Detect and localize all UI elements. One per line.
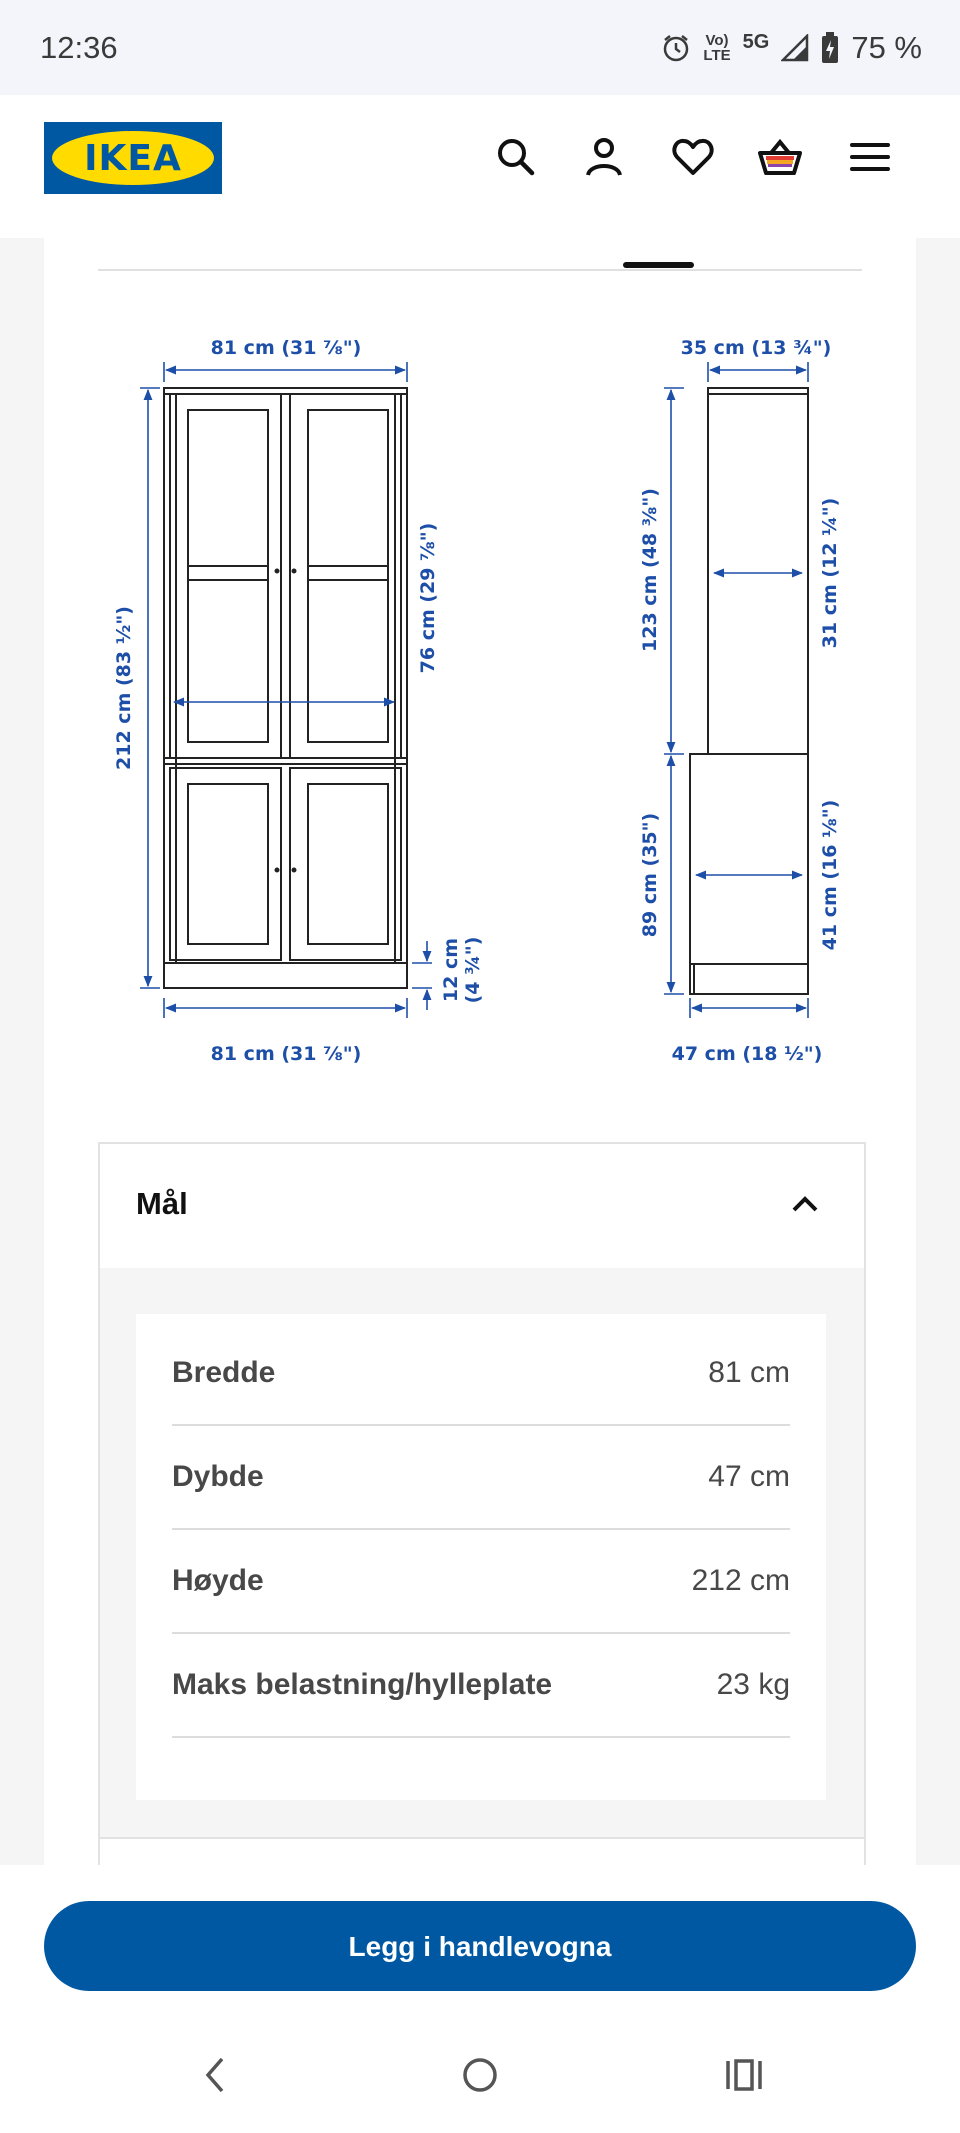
back-nav-icon[interactable] bbox=[198, 2055, 232, 2095]
alarm-icon bbox=[661, 33, 691, 63]
plinth-height-label-2: (4 ¾") bbox=[462, 936, 484, 1004]
side-upper-height-label: 123 cm (48 ⅜") bbox=[639, 488, 661, 652]
volte-indicator: Vo) LTE bbox=[703, 32, 731, 64]
side-top-depth-label: 35 cm (13 ¾") bbox=[680, 337, 832, 359]
front-upper-height-label: 76 cm (29 ⅞") bbox=[417, 522, 439, 674]
recents-nav-icon[interactable] bbox=[724, 2055, 764, 2095]
battery-icon bbox=[821, 32, 839, 64]
add-to-cart-button[interactable]: Legg i handlevogna bbox=[44, 1901, 916, 1991]
table-row: Høyde 212 cm bbox=[172, 1528, 790, 1634]
side-upper-inner-label: 31 cm (12 ¼") bbox=[819, 497, 841, 649]
measurement-drawing bbox=[44, 298, 916, 1078]
product-details-panel bbox=[44, 238, 916, 1865]
front-top-width-label: 81 cm (31 ⅞") bbox=[210, 337, 362, 359]
table-row: Dybde 47 cm bbox=[172, 1424, 790, 1530]
site-header bbox=[0, 95, 960, 238]
home-nav-icon[interactable] bbox=[460, 2055, 500, 2095]
side-lower-inner-label: 41 cm (16 ⅛") bbox=[819, 799, 841, 951]
front-view bbox=[164, 388, 407, 988]
menu-icon[interactable] bbox=[848, 135, 892, 179]
heart-icon[interactable] bbox=[671, 135, 715, 179]
tab-divider bbox=[98, 269, 862, 271]
ikea-logo[interactable]: IKEA bbox=[44, 122, 222, 194]
side-view bbox=[690, 388, 808, 994]
profile-icon[interactable] bbox=[582, 135, 626, 179]
search-icon[interactable] bbox=[494, 135, 538, 179]
status-bar bbox=[0, 0, 960, 95]
battery-percent: 75 % bbox=[851, 30, 922, 65]
signal-icon bbox=[781, 34, 809, 62]
plinth-height-label-1: 12 cm bbox=[440, 937, 462, 1003]
dimensions-table bbox=[136, 1314, 826, 1800]
dimensions-title: Mål bbox=[136, 1186, 188, 1221]
status-time: 12:36 bbox=[40, 30, 118, 65]
tab-selected-indicator bbox=[623, 262, 694, 268]
table-row: Maks belastning/hylleplate 23 kg bbox=[172, 1632, 790, 1738]
cart-icon[interactable] bbox=[758, 135, 802, 179]
status-icons bbox=[661, 30, 922, 66]
bottom-bar bbox=[0, 1865, 960, 2133]
dimensions-accordion-header[interactable] bbox=[100, 1144, 864, 1268]
chevron-up-icon[interactable] bbox=[790, 1194, 820, 1214]
side-lower-height-label: 89 cm (35") bbox=[639, 812, 661, 938]
front-bottom-width-label: 81 cm (31 ⅞") bbox=[210, 1043, 362, 1065]
front-height-label: 212 cm (83 ½") bbox=[113, 606, 135, 770]
dimensions-accordion bbox=[98, 1142, 866, 1844]
side-bottom-depth-label: 47 cm (18 ½") bbox=[671, 1043, 823, 1065]
table-row: Bredde 81 cm bbox=[172, 1320, 790, 1426]
network-type: 5G bbox=[742, 30, 770, 53]
